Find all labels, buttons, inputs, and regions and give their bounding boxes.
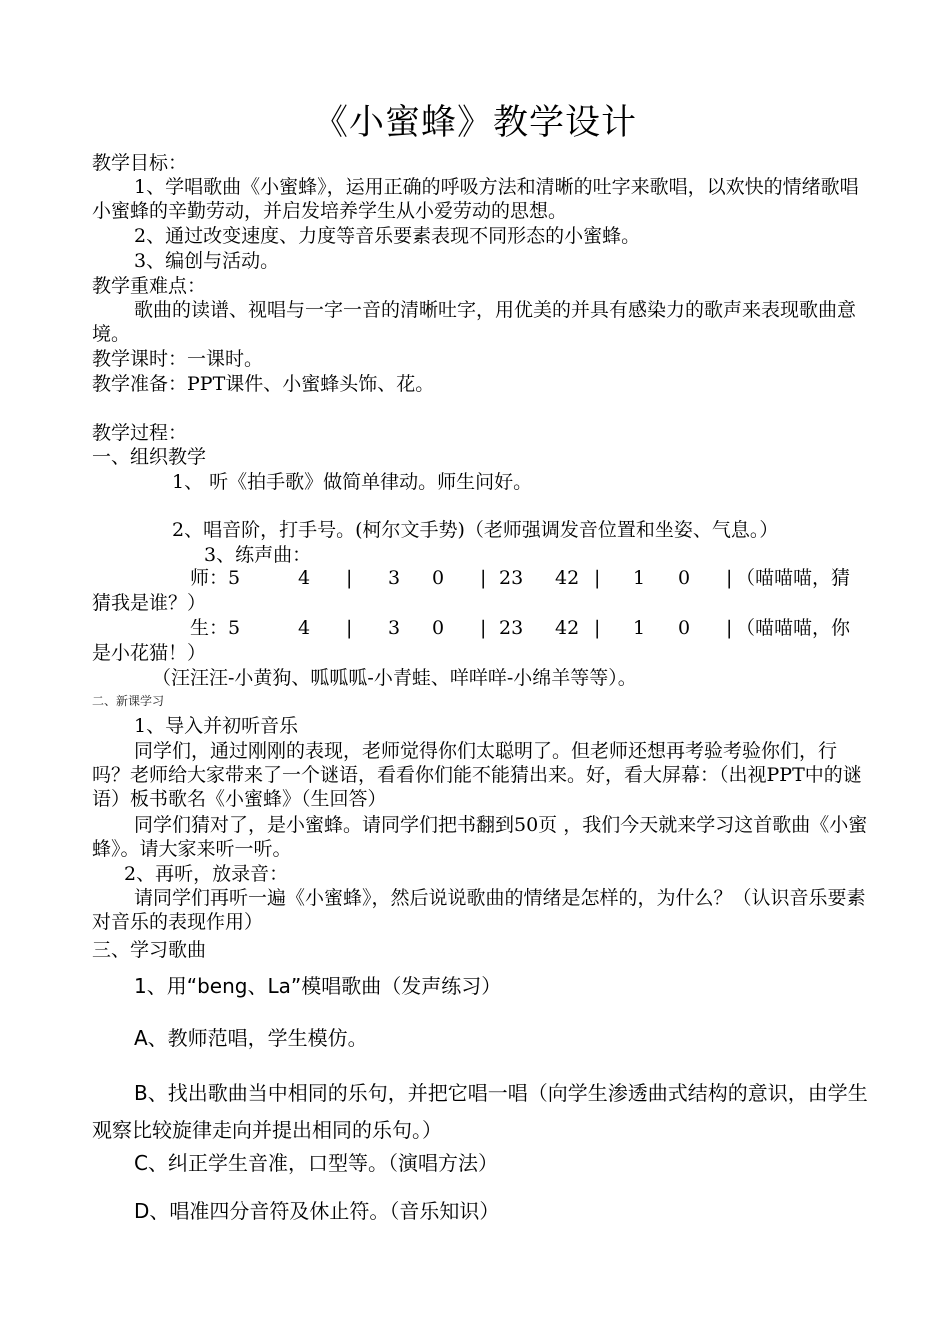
barline: | <box>726 567 733 589</box>
note: 3 <box>388 617 401 639</box>
note: 1 <box>633 617 646 639</box>
note: 4 <box>298 617 311 639</box>
student-label: 生：5 <box>190 617 241 639</box>
step-1-3: 3、练声曲： <box>204 544 312 566</box>
note: 0 <box>678 567 691 589</box>
note: 0 <box>678 617 691 639</box>
teacher-lyric: （喵喵喵，猜 <box>736 567 851 589</box>
document-title: 《小蜜蜂》教学设计 <box>312 103 637 143</box>
note: 4 <box>298 567 311 589</box>
teacher-label: 师：5 <box>190 567 241 589</box>
goal-2: 2、通过改变速度、力度等音乐要素表现不同形态的小蜜蜂。 <box>134 225 641 247</box>
student-lyric: （喵喵喵，你 <box>736 617 851 639</box>
barline: | <box>726 617 733 639</box>
step-2-2: 2、再听，放录音： <box>124 863 289 885</box>
step-1-2: 2、唱音阶，打手号。(柯尔文手势)（老师强调发音位置和坐姿、气息。） <box>172 519 779 541</box>
item-c: C、纠正学生音准，口型等。（演唱方法） <box>134 1151 498 1175</box>
lesson-prep: 教学准备：PPT课件、小蜜蜂头饰、花。 <box>92 373 435 395</box>
barline: | <box>480 617 487 639</box>
note: 42 <box>555 617 580 639</box>
step-2-1: 1、导入并初听音乐 <box>134 715 299 737</box>
barline: | <box>346 567 353 589</box>
barline: | <box>594 617 601 639</box>
goal-3: 3、编创与活动。 <box>134 250 280 272</box>
key-heading: 教学重难点： <box>92 275 207 297</box>
item-b: B、找出歌曲当中相同的乐句，并把它唱一唱（向学生渗透曲式结构的意识，由学生观察比较旋律走向并提出相同的乐句。） <box>92 1081 868 1142</box>
lesson-hours: 教学课时：一课时。 <box>92 348 264 370</box>
section-3-heading: 三、学习歌曲 <box>92 939 207 961</box>
note: 0 <box>432 567 445 589</box>
goal-1: 1、学唱歌曲《小蜜蜂》，运用正确的呼吸方法和清晰的吐字来歌唱，以欢快的情绪歌唱小蜜蜂的辛勤劳动，并启发培养学生从小爱劳动的思想。 <box>92 176 859 222</box>
goals-heading: 教学目标： <box>92 152 188 174</box>
paragraph-relisten: 请同学们再听一遍《小蜜蜂》，然后说说歌曲的情绪是怎样的，为什么？（认识音乐要素对音乐的表现作用） <box>92 887 866 933</box>
note: 23 <box>499 617 524 639</box>
barline: | <box>480 567 487 589</box>
note: 1 <box>633 567 646 589</box>
student-lyric-continued: 是小花猫！） <box>92 642 207 664</box>
note: 23 <box>499 567 524 589</box>
teacher-notation-row <box>0 566 950 590</box>
paragraph-guess: 同学们猜对了，是小蜜蜂。请同学们把书翻到50页 ，我们今天就来学习这首歌曲《小蜜蜂》。请大家来听一听。 <box>92 814 868 860</box>
barline: | <box>346 617 353 639</box>
student-notation-row <box>0 616 950 640</box>
barline: | <box>594 567 601 589</box>
item-a: A、教师范唱，学生模仿。 <box>134 1026 368 1050</box>
note: 0 <box>432 617 445 639</box>
animal-examples: （汪汪汪-小黄狗、呱呱呱-小青蛙、咩咩咩-小绵羊等等）。 <box>152 667 637 689</box>
process-heading: 教学过程： <box>92 422 188 444</box>
section-1-heading: 一、组织教学 <box>92 446 207 468</box>
paragraph-riddle: 同学们，通过刚刚的表现，老师觉得你们太聪明了。但老师还想再考验考验你们，行吗？老师给大家带来了一个谜语，看看你们能不能猜出来。好，看大屏幕：（出视PPT中的谜语）板书歌名《小蜜蜂》（生回答） <box>92 740 862 810</box>
item-d: D、唱准四分音符及休止符。（音乐知识） <box>134 1199 500 1223</box>
step-3-1: 1、用“beng、La”模唱歌曲（发声练习） <box>134 974 502 998</box>
note: 42 <box>555 567 580 589</box>
step-1-1: 1、 听《拍手歌》做简单律动。师生问好。 <box>172 471 533 493</box>
note: 3 <box>388 567 401 589</box>
section-2-heading: 二、新课学习 <box>92 694 165 708</box>
key-text: 歌曲的读谱、视唱与一字一音的清晰吐字，用优美的并具有感染力的歌声来表现歌曲意境。 <box>92 299 857 345</box>
teacher-lyric-continued: 猜我是谁？） <box>92 592 207 614</box>
